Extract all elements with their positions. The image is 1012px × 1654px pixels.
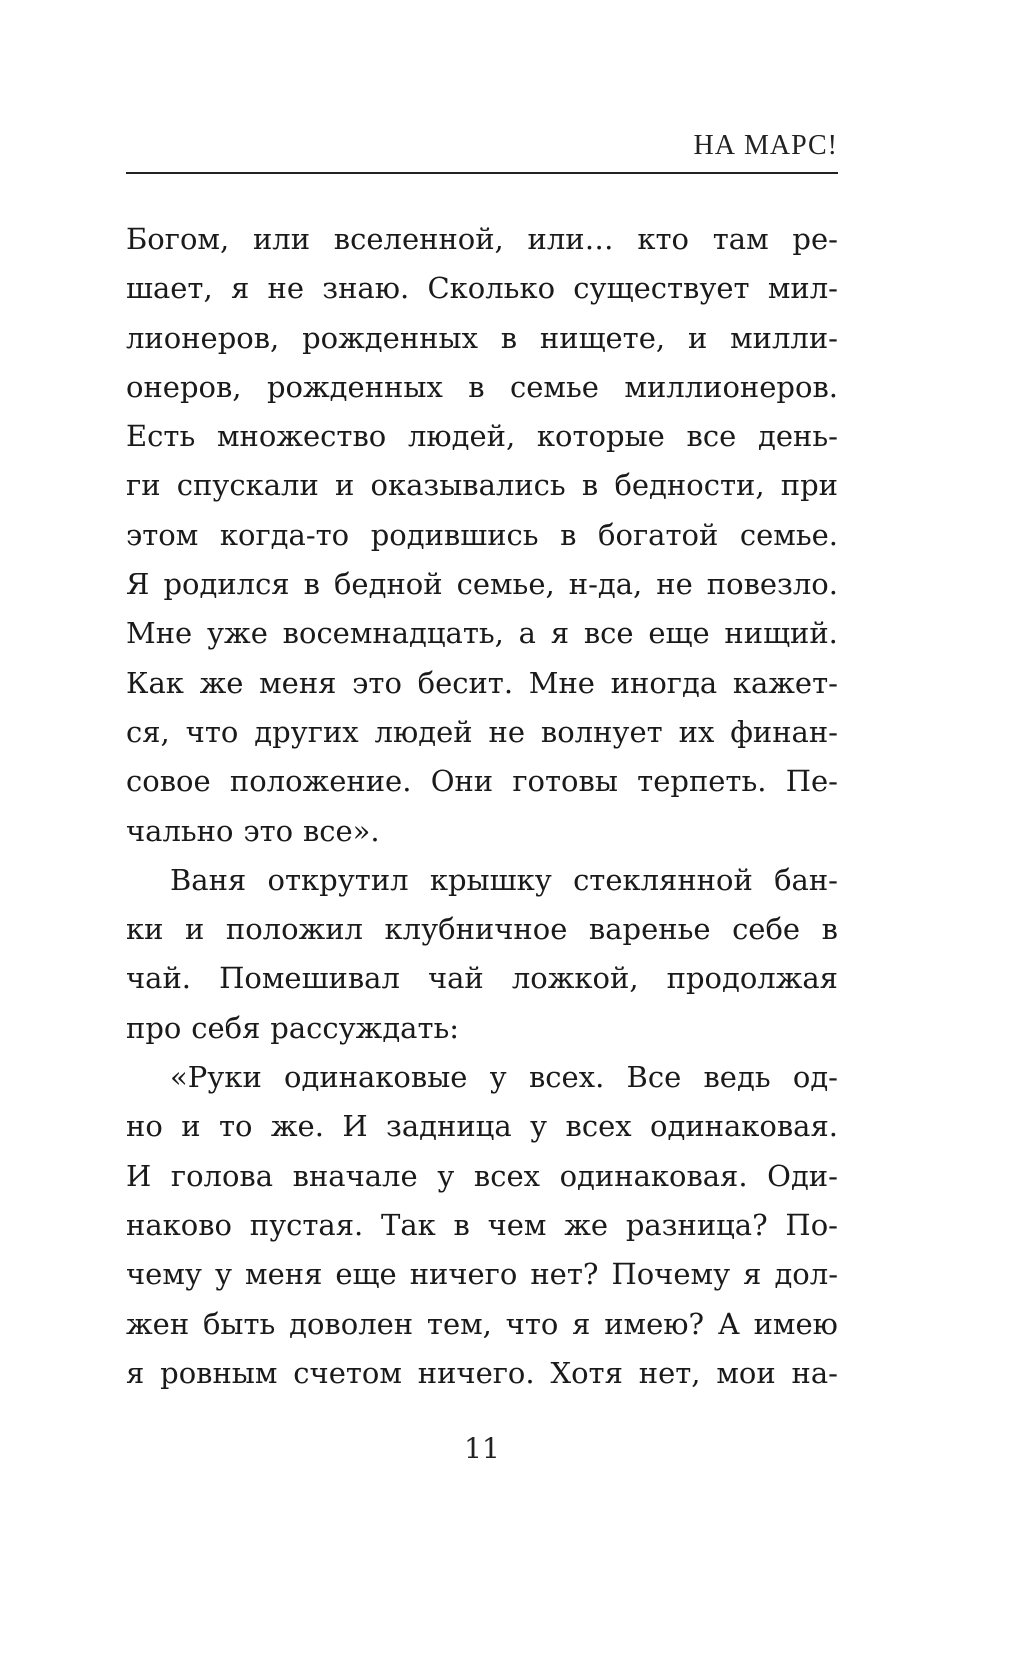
text-line: Мне уже восемнадцать, а я все еще нищий. [126,616,838,651]
text-line: про себя рассуждать: [126,1010,460,1045]
text-line: Есть множество людей, которые все день- [126,419,838,454]
text-line: чально это все». [126,813,380,848]
text-line: шает, я не знаю. Сколько существует мил- [126,271,838,306]
text-line: ки и положил клубничное варенье себе в [126,912,838,947]
text-line: наково пустая. Так в чем же разница? По- [126,1207,838,1242]
text-line: Богом, или вселенной, или… кто там ре- [126,222,838,256]
page-number: 11 [464,1432,500,1465]
text-line: Я родился в бедной семье, н-да, не повезло. [126,567,838,602]
text-line: этом когда-то родившись в богатой семье. [126,517,838,552]
text-line: ги спускали и оказывались в бедности, при [126,468,838,503]
text-line: Как же меня это бесит. Мне иногда кажет- [126,665,838,700]
text-line: но и то же. И задница у всех одинаковая. [126,1109,838,1144]
text-line: «Руки одинаковые у всех. Все ведь од- [170,1060,838,1095]
body-text [126,215,838,1398]
text-line: чай. Помешивал чай ложкой, продолжая [126,961,838,996]
header-rule [126,172,838,174]
running-title: НА МАРС! [693,130,838,161]
text-line: Ваня открутил крышку стеклянной бан- [170,862,838,897]
text-line: я ровным счетом ничего. Хотя нет, мои на- [126,1355,838,1390]
text-line: ся, что других людей не волнует их финан- [126,714,838,749]
text-line: совое положение. Они готовы терпеть. Пе- [126,764,838,799]
text-line: онеров, рожденных в семье миллионеров. [126,369,838,404]
text-line: лионеров, рожденных в нищете, и милли- [126,320,838,355]
text-line: И голова вначале у всех одинаковая. Оди- [126,1158,838,1193]
text-line: чему у меня еще ничего нет? Почему я дол- [126,1257,838,1292]
text-line: жен быть доволен тем, что я имею? А имею [126,1306,838,1341]
